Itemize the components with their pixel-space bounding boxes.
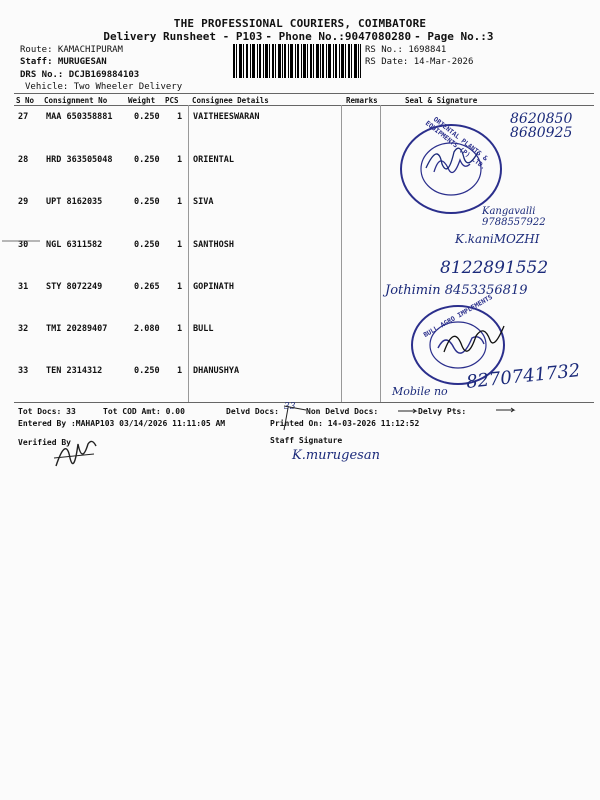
col-header-pcs: PCS bbox=[165, 96, 179, 105]
row-consignee: GOPINATH bbox=[193, 282, 234, 292]
row-weight: 0.250 bbox=[134, 366, 160, 376]
row-consignee: SANTHOSH bbox=[193, 240, 234, 250]
row-consignee: VAITHEESWARAN bbox=[193, 112, 260, 122]
delivered-tick-mark bbox=[282, 402, 310, 432]
row-pcs: 1 bbox=[177, 197, 183, 207]
row-pcs: 1 bbox=[177, 366, 183, 376]
row-sno: 30 bbox=[18, 240, 29, 250]
row-sno: 27 bbox=[18, 112, 29, 122]
handwritten-delivered-count: 33 bbox=[284, 402, 296, 412]
handwritten-name-row33: Mobile no bbox=[392, 385, 448, 398]
row-pcs: 1 bbox=[177, 155, 183, 165]
row-weight: 0.250 bbox=[134, 112, 160, 122]
arrow-mark bbox=[496, 407, 516, 413]
runsheet-title: Delivery Runsheet - P103 - Phone No.:9047080280 - Page No.:3 bbox=[103, 30, 494, 43]
verified-by: Verified By bbox=[18, 438, 71, 447]
col-header-consignment: Consignment No bbox=[44, 96, 108, 105]
handwritten-row31: Jothimin 8453356819 bbox=[385, 283, 528, 298]
drs-number: DRS No.: DCJB169884103 bbox=[20, 70, 140, 80]
col-header-seal: Seal & Signature bbox=[405, 96, 478, 105]
row-consignment: NGL 6311582 bbox=[46, 240, 103, 250]
row-pcs: 1 bbox=[177, 112, 183, 122]
row-sno: 33 bbox=[18, 366, 29, 376]
route: Route: KAMACHIPURAM bbox=[20, 45, 123, 55]
row-consignee: ORIENTAL bbox=[193, 155, 234, 165]
row-consignment: STY 8072249 bbox=[46, 282, 103, 292]
handwritten-phone-row33: 8270741732 bbox=[465, 360, 582, 393]
row-weight: 0.265 bbox=[134, 282, 160, 292]
page-number: Page No.:3 bbox=[427, 30, 494, 43]
handwritten-phone-row30: 8122891552 bbox=[440, 258, 549, 278]
row-consignee: DHANUSHYA bbox=[193, 366, 240, 376]
row-pcs: 1 bbox=[177, 324, 183, 334]
col-divider-remarks bbox=[341, 105, 342, 402]
total-cod: Tot COD Amt: 0.00 bbox=[103, 407, 185, 416]
row-consignment: UPT 8162035 bbox=[46, 197, 103, 207]
row-weight: 2.080 bbox=[134, 324, 160, 334]
arrow-mark bbox=[398, 408, 418, 414]
bull-stamp-text: BULL AGRO IMPLEMENTS bbox=[422, 292, 494, 340]
col-header-consignee: Consignee Details bbox=[192, 96, 269, 105]
col-divider-seal bbox=[380, 105, 381, 402]
row-sno: 31 bbox=[18, 282, 29, 292]
total-docs: Tot Docs: 33 bbox=[18, 407, 76, 416]
row-consignment: MAA 650358881 bbox=[46, 112, 113, 122]
handwritten-phone-row27: 8620850 8680925 bbox=[510, 111, 573, 141]
row-weight: 0.250 bbox=[134, 197, 160, 207]
phone-number: Phone No.:9047080280 bbox=[278, 30, 412, 43]
row-consignee: BULL bbox=[193, 324, 214, 334]
bull-signature bbox=[438, 322, 508, 364]
staff-signature: K.murugesan bbox=[292, 448, 380, 463]
oriental-signature bbox=[418, 138, 488, 178]
col-header-weight: Weight bbox=[128, 96, 156, 105]
col-header-sno: S No bbox=[16, 96, 35, 105]
runsheet-label: Delivery Runsheet - P103 bbox=[103, 30, 263, 43]
row-consignee: SIVA bbox=[193, 197, 214, 207]
vehicle: Vehicle: Two Wheeler Delivery bbox=[25, 82, 183, 92]
col-divider-consignee bbox=[188, 105, 189, 402]
handwritten-name-row29: Kangavalli 9788557922 bbox=[482, 206, 546, 228]
row-weight: 0.250 bbox=[134, 240, 160, 250]
row-weight: 0.250 bbox=[134, 155, 160, 165]
col-header-remarks: Remarks bbox=[346, 96, 378, 105]
row-consignment: HRD 363505048 bbox=[46, 155, 113, 165]
oriental-stamp-text: ORIENTAL PLANTS & EQUIPMENTS (P) LTD. bbox=[423, 115, 490, 172]
staff-signature-label: Staff Signature bbox=[270, 436, 343, 445]
row-sno: 29 bbox=[18, 197, 29, 207]
table-header-border bbox=[14, 105, 594, 106]
row-pcs: 1 bbox=[177, 240, 183, 250]
delivered-docs: Delvd Docs: bbox=[226, 407, 279, 416]
rs-number: RS No.: 1698841 bbox=[365, 45, 447, 55]
staff: Staff: MURUGESAN bbox=[20, 57, 107, 67]
non-delivered-docs: Non Delvd Docs: bbox=[306, 407, 379, 416]
verifier-signature bbox=[50, 432, 100, 472]
printed-on: Printed On: 14-03-2026 11:12:52 bbox=[270, 419, 420, 428]
row-consignment: TEN 2314312 bbox=[46, 366, 103, 376]
delivery-points: Delvy Pts: bbox=[418, 407, 467, 416]
entered-by: Entered By :MAHAP103 03/14/2026 11:11:05 AM bbox=[18, 419, 226, 428]
company-title: THE PROFESSIONAL COURIERS, COIMBATORE bbox=[173, 17, 427, 30]
row-consignment: TMI 20289407 bbox=[46, 324, 108, 334]
handwritten-name-row30: K.kaniMOZHI bbox=[455, 232, 540, 246]
row-sno: 28 bbox=[18, 155, 29, 165]
rs-date: RS Date: 14-Mar-2026 bbox=[365, 57, 474, 67]
barcode bbox=[233, 44, 361, 78]
table-top-border bbox=[14, 93, 594, 94]
row-sno: 32 bbox=[18, 324, 29, 334]
margin-mark bbox=[2, 238, 42, 244]
row-pcs: 1 bbox=[177, 282, 183, 292]
